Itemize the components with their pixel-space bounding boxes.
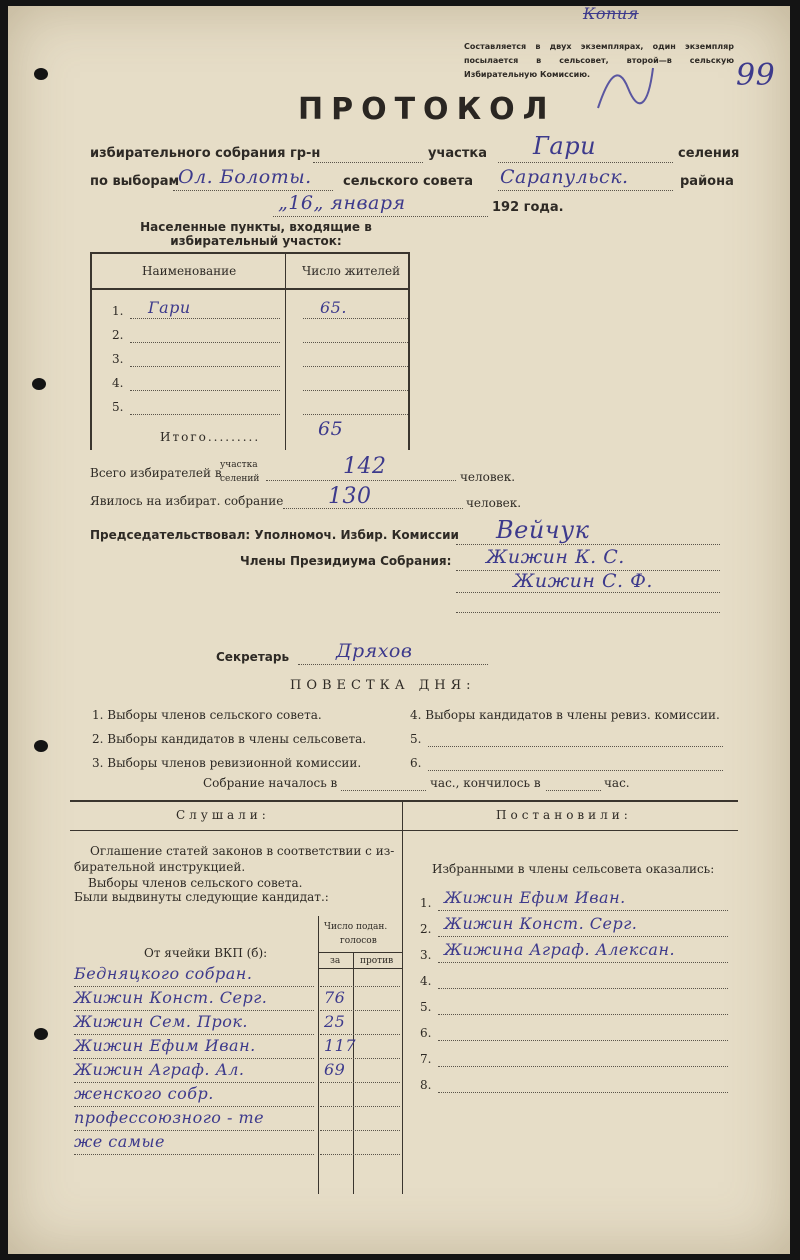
header-village-line (498, 162, 673, 163)
candidate-name: Жижин Конст. Серг. (74, 988, 268, 1007)
header-district-hand: Сарапульск. (500, 166, 629, 188)
candidate-line (74, 1082, 314, 1083)
heard-text4: Были выдвинуты следующие кандидат.: (74, 890, 329, 904)
elected-num: 2. (420, 922, 432, 936)
votes-mid-border (353, 952, 354, 1194)
chair-hand: Вейчук (496, 516, 590, 544)
settlements-total-label: Итого......... (160, 430, 261, 444)
member1-hand: Жижин К. С. (486, 546, 625, 568)
voters-seleniy: селений (220, 474, 260, 484)
voters-present-label: Явилось на избират. собрание (90, 494, 284, 508)
elected-line (438, 988, 728, 989)
settlements-caption: Населенные пункты, входящие в избирательный участок: (140, 220, 372, 248)
elected-num: 8. (420, 1078, 432, 1092)
candidate-za-line (320, 1106, 400, 1107)
voters-present-line (283, 508, 463, 509)
agenda-end-line (546, 790, 601, 791)
header-district-line (498, 190, 673, 191)
binder-hole (34, 1028, 48, 1040)
settlement-num: 5. (112, 400, 124, 414)
agenda-item: 1. Выборы членов сельского совета. (92, 708, 322, 722)
candidate-name: Бедняцкого собран. (74, 964, 253, 983)
elected-line (438, 936, 728, 937)
candidate-line (74, 1154, 314, 1155)
settlement-num: 1. (112, 304, 124, 318)
candidate-name: профессоюзного - те (74, 1108, 265, 1127)
secretary-label: Секретарь (216, 650, 290, 664)
header-council-hand: Ол. Болоты. (178, 166, 312, 188)
candidate-votes-za: 76 (324, 988, 346, 1007)
elected-line (438, 1040, 728, 1041)
header-uchastka: участка (428, 146, 488, 161)
settlements-total-value: 65 (318, 418, 344, 440)
decided-heading: Постановили: (496, 808, 632, 822)
candidate-za-line (320, 1082, 400, 1083)
settlement-count-line (303, 390, 408, 391)
agenda-item: 5. (410, 732, 422, 746)
votes-col-za: за (330, 956, 341, 966)
header-village-hand: Гари (533, 132, 597, 160)
year-label: 192 года. (492, 200, 564, 215)
candidate-za-line (320, 1010, 400, 1011)
settlements-table (90, 252, 410, 450)
chair-label: Председательствовал: Уполномоч. Избир. Комиссии (90, 528, 459, 542)
candidate-za-line (320, 986, 400, 987)
settlement-count-line (303, 318, 408, 319)
elected-num: 7. (420, 1052, 432, 1066)
lower-table-top (70, 800, 738, 802)
elected-num: 5. (420, 1000, 432, 1014)
candidate-za-line (320, 1130, 400, 1131)
member3-line (456, 612, 720, 613)
votes-sub-line (318, 968, 402, 969)
lower-table-subhead (70, 830, 738, 831)
voters-uchastka: участка (220, 460, 258, 470)
settlement-name: Гари (148, 298, 191, 317)
voters-total-label: Всего избирателей в (90, 466, 222, 480)
agenda-title: ПОВЕСТКА ДНЯ: (290, 678, 476, 693)
member2-hand: Жижин С. Ф. (513, 570, 653, 592)
settlement-name-line (130, 318, 280, 319)
elected-line (438, 910, 728, 911)
votes-header1: Число подан. (324, 922, 388, 932)
settlement-num: 4. (112, 376, 124, 390)
agenda-chas2: час. (604, 776, 630, 790)
candidate-line (74, 1034, 314, 1035)
agenda-start-line (341, 790, 426, 791)
candidate-line (74, 1010, 314, 1011)
header-selsovet: сельского совета (343, 174, 473, 189)
chair-line (456, 544, 720, 545)
candidate-za-line (320, 1154, 400, 1155)
settlement-count-line (303, 414, 408, 415)
elected-line (438, 1066, 728, 1067)
elected-line (438, 1014, 728, 1015)
elected-num: 3. (420, 948, 432, 962)
heard-text3: Выборы членов сельского совета. (88, 876, 303, 890)
header-line1-label: избирательного собрания гр-н (90, 146, 321, 161)
binder-hole (34, 68, 48, 80)
elected-name: Жижина Аграф. Алексан. (444, 940, 676, 959)
settlement-count-line (303, 366, 408, 367)
elected-name: Жижин Конст. Серг. (444, 914, 638, 933)
date-line (273, 216, 488, 217)
voters-present-hand: 130 (328, 484, 372, 509)
binder-hole (34, 740, 48, 752)
cell-label: От ячейки ВКП (б): (144, 946, 268, 960)
secretary-line (298, 664, 488, 665)
agenda-item: 6. (410, 756, 422, 770)
settlement-count: 65. (320, 298, 347, 317)
settlement-num: 3. (112, 352, 124, 366)
elected-num: 6. (420, 1026, 432, 1040)
margin-number: 99 (736, 58, 776, 93)
candidate-line (74, 986, 314, 987)
candidate-name: же самые (74, 1132, 166, 1151)
voters-chelovek: человек. (460, 470, 516, 484)
candidate-line (74, 1058, 314, 1059)
agenda-item: 3. Выборы членов ревизионной комиссии. (92, 756, 362, 770)
settlement-name-line (130, 366, 280, 367)
votes-header2: голосов (340, 936, 377, 946)
settlement-num: 2. (112, 328, 124, 342)
votes-left-border (318, 916, 319, 1194)
candidate-votes-za: 69 (324, 1060, 346, 1079)
votes-col-protiv: против (360, 956, 394, 966)
lower-table-divider (402, 800, 403, 1194)
header-seleniya: селения (678, 146, 740, 161)
candidate-name: Жижин Аграф. Ал. (74, 1060, 245, 1079)
elected-num: 1. (420, 896, 432, 910)
agenda-item: 2. Выборы кандидатов в члены сельсовета. (92, 732, 367, 746)
secretary-hand: Дряхов (336, 640, 413, 662)
settlement-name-line (130, 390, 280, 391)
decided-intro: Избранными в члены сельсовета оказались: (432, 862, 715, 876)
agenda-blank-line (428, 770, 723, 771)
header-line2-label: по выборам (90, 174, 180, 189)
col-count-header: Число жителей (302, 264, 401, 278)
voters-total-line (266, 480, 456, 481)
candidate-name: Жижин Сем. Прок. (74, 1012, 249, 1031)
settlement-count-line (303, 342, 408, 343)
agenda-start-label: Собрание началось в (203, 776, 338, 790)
col-name-header: Наименование (142, 264, 237, 278)
instruction-text: Составляется в двух экземплярах, один экземпляр посылается в сельсовет, второй—в сельскую Избирательную Комиссию. (464, 42, 734, 79)
heard-text2: бирательной инструкцией. (74, 860, 246, 874)
voters-chelovek2: человек. (466, 496, 522, 510)
binder-hole (32, 378, 46, 390)
copy-note: Копия (583, 4, 639, 23)
protocol-document (8, 6, 790, 1254)
candidate-line (74, 1106, 314, 1107)
elected-num: 4. (420, 974, 432, 988)
heard-heading: Слушали: (176, 808, 270, 822)
date-hand: „16„ января (278, 192, 406, 214)
agenda-blank-line (428, 746, 723, 747)
elected-line (438, 1092, 728, 1093)
elected-name: Жижин Ефим Иван. (444, 888, 626, 907)
page-title: ПРОТОКОЛ (298, 92, 556, 127)
candidate-za-line (320, 1058, 400, 1059)
candidate-name: женского собр. (74, 1084, 214, 1103)
voters-total-hand: 142 (343, 454, 387, 479)
header-council-line (173, 190, 333, 191)
candidate-za-line (320, 1034, 400, 1035)
elected-line (438, 962, 728, 963)
member2-line (456, 592, 720, 593)
members-label: Члены Президиума Собрания: (240, 554, 452, 568)
candidate-name: Жижин Ефим Иван. (74, 1036, 256, 1055)
heard-text1: Оглашение статей законов в соответствии с из- (90, 844, 395, 858)
settlement-name-line (130, 414, 280, 415)
header-rayona: района (680, 174, 734, 189)
agenda-item: 4. Выборы кандидатов в члены ревиз. комиссии. (410, 708, 720, 722)
votes-head-line (318, 952, 402, 953)
candidate-votes-za: 25 (324, 1012, 346, 1031)
candidate-line (74, 1130, 314, 1131)
candidate-votes-za: 117 (324, 1036, 357, 1055)
settlement-name-line (130, 342, 280, 343)
agenda-chas: час., кончилось в (430, 776, 541, 790)
header-line1-blank (313, 162, 423, 163)
